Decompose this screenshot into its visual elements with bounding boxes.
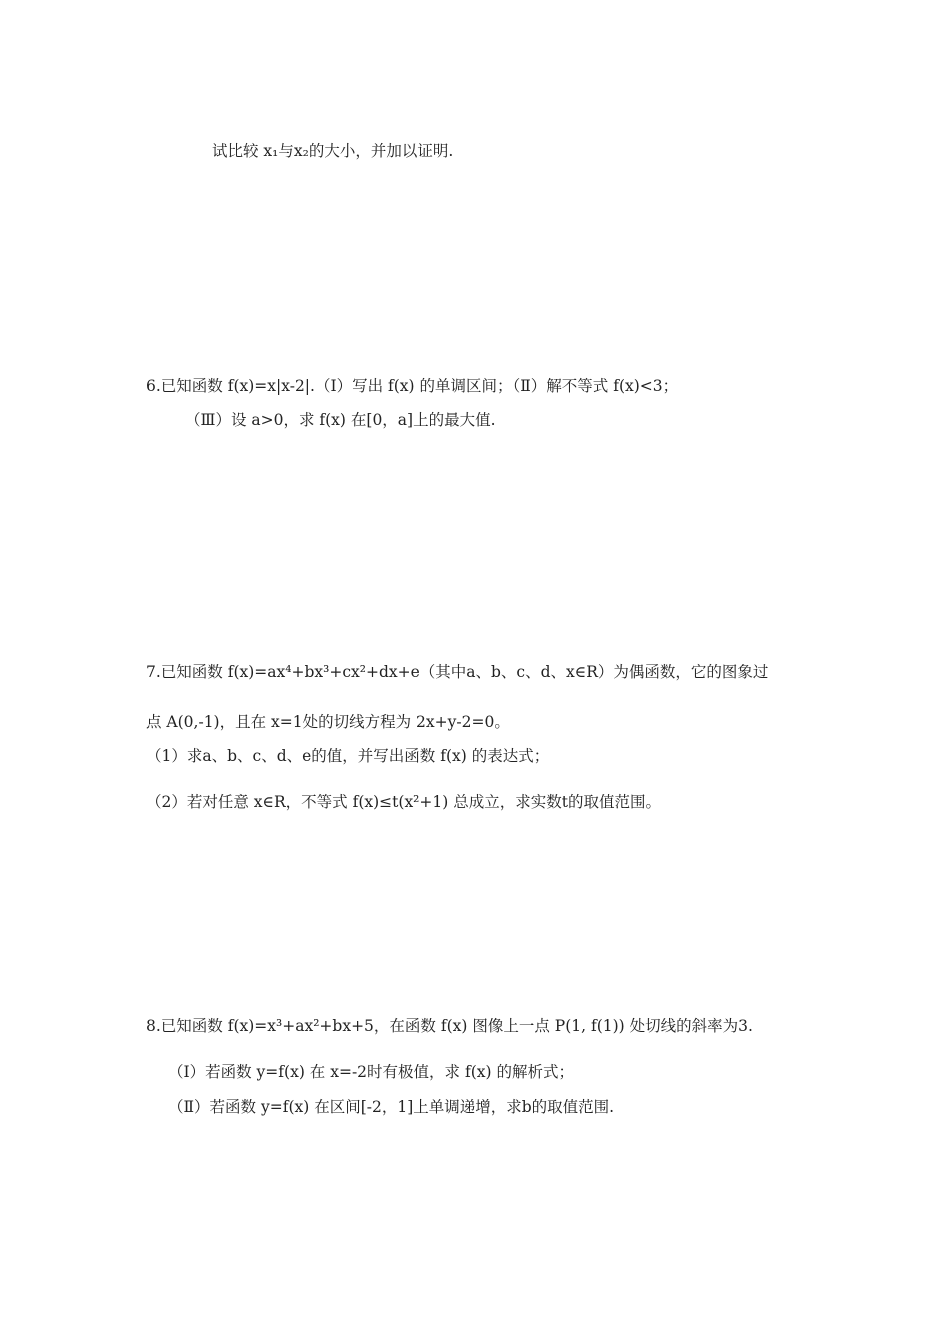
question-8-line-1: 8.已知函数 f(x)=x³+ax²+bx+5，在函数 f(x) 图像上一点 P(1, f(1)) 处切线的斜率为3. [146,1017,753,1035]
question-6-line-2: （Ⅲ）设 a>0，求 f(x) 在[0，a]上的最大值. [185,411,496,429]
question-7-line-2: 点 A(0,-1)，且在 x=1处的切线方程为 2x+y-2=0。 [146,713,510,731]
question-7-part-1: （1）求a、b、c、d、e的值，并写出函数 f(x) 的表达式； [146,747,550,765]
question-7-line-1: 7.已知函数 f(x)=ax⁴+bx³+cx²+dx+e（其中a、b、c、d、x∈R）为偶函数，它的图象过 [146,663,769,681]
question-8-part-1: （Ⅰ）若函数 y=f(x) 在 x=-2时有极值，求 f(x) 的解析式； [168,1063,574,1081]
question-8-part-2: （Ⅱ）若函数 y=f(x) 在区间[-2，1]上单调递增，求b的取值范围. [168,1098,615,1116]
question-7-part-2: （2）若对任意 x∈R，不等式 f(x)≤t(x²+1) 总成立，求实数t的取值范围。 [146,793,661,811]
text-line-compare: 试比较 x₁与x₂的大小，并加以证明. [212,142,454,160]
question-6-line-1: 6.已知函数 f(x)=x|x-2|.（Ⅰ）写出 f(x) 的单调区间；（Ⅱ）解不等式 f(x)<3； [146,377,679,395]
